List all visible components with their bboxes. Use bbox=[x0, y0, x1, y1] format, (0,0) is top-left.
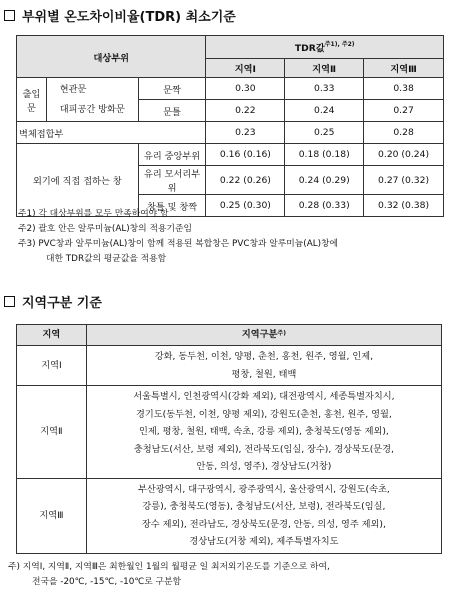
table-row bbox=[17, 478, 442, 553]
entrance-label: 출입문 bbox=[17, 78, 47, 122]
note-1: 주1) 각 대상부위를 모두 만족하여야 함 bbox=[18, 209, 169, 219]
header-region-3: 지역Ⅲ bbox=[364, 59, 444, 78]
glass-edge-value-2: 0.24 (0.29) bbox=[285, 166, 364, 195]
note-region-2: 전국을 -20℃, -15℃, -10℃로 구분함 bbox=[32, 577, 182, 587]
table-row bbox=[17, 144, 444, 166]
region-name: 지역Ⅱ bbox=[17, 386, 87, 479]
note-4: 대한 TDR값의 평균값을 적용함 bbox=[46, 254, 167, 264]
region-cities: 부산광역시, 대구광역시, 광주광역시, 울산광역시, 강원도(속초, 강릉), 충청북도(영동), 충청남도(서산, 보령), 전라북도(임실, 장수 제외), 전라남도, 경상북도(문경, 안동, 의성, 영주 제외), 경상남도(거창 제외), 제주특별자치도 bbox=[86, 478, 441, 553]
glass-edge-value-3: 0.27 (0.32) bbox=[364, 166, 444, 195]
frame-value-3: 0.32 (0.38) bbox=[364, 195, 444, 217]
square-bullet-icon bbox=[4, 10, 15, 21]
door-frame-value-2: 0.33 bbox=[285, 78, 364, 100]
section2-heading bbox=[4, 292, 102, 311]
header-tdr: TDR값$^{주1), 주2)}$ bbox=[206, 36, 444, 59]
square-bullet-icon bbox=[4, 296, 15, 307]
door-frame-value-3: 0.38 bbox=[364, 78, 444, 100]
region-table bbox=[16, 324, 442, 554]
table-row bbox=[17, 346, 442, 386]
glass-edge-label: 유리 모서리부위 bbox=[138, 166, 206, 195]
door-edge-value-3: 0.27 bbox=[364, 100, 444, 122]
wall-joint-value-3: 0.28 bbox=[364, 122, 444, 144]
header-region-1: 지역Ⅰ bbox=[206, 59, 285, 78]
entrance-sub-2: 대피공간 방화문 bbox=[59, 103, 125, 115]
glass-center-value-3: 0.20 (0.24) bbox=[364, 144, 444, 166]
glass-center-value-2: 0.18 (0.18) bbox=[285, 144, 364, 166]
door-frame-label: 문짝 bbox=[138, 78, 206, 100]
table-row bbox=[17, 386, 442, 479]
glass-edge-value-1: 0.22 (0.26) bbox=[206, 166, 285, 195]
table-row bbox=[17, 122, 444, 144]
note-region-1: 주) 지역Ⅰ, 지역Ⅱ, 지역Ⅲ은 최한월인 1월의 월평균 일 최저외기온도를 기준으로 하여, bbox=[8, 562, 330, 572]
wall-joint-value-2: 0.25 bbox=[285, 122, 364, 144]
frame-label: 창틀 및 창짝 bbox=[138, 195, 206, 217]
section1-notes bbox=[18, 207, 338, 267]
region-cities: 강화, 동두천, 이천, 양평, 춘천, 홍천, 원주, 영월, 인제, 평창, 철원, 태백 bbox=[86, 346, 441, 386]
header-region: 지역 bbox=[17, 325, 87, 346]
glass-center-value-1: 0.16 (0.16) bbox=[206, 144, 285, 166]
wall-joint-label: 벽체접합부 bbox=[17, 122, 206, 144]
header-region-2: 지역Ⅱ bbox=[285, 59, 364, 78]
section1-heading bbox=[4, 6, 236, 25]
door-edge-label: 문틀 bbox=[138, 100, 206, 122]
frame-value-1: 0.25 (0.30) bbox=[206, 195, 285, 217]
wall-joint-value-1: 0.23 bbox=[206, 122, 285, 144]
note-2: 주2) 괄호 안은 알루미늄(AL)창의 적용기준임 bbox=[18, 224, 192, 234]
tdr-table bbox=[16, 35, 444, 217]
section2-notes bbox=[8, 560, 330, 590]
door-edge-value-2: 0.24 bbox=[285, 100, 364, 122]
section2-title: 지역구분 기준 bbox=[22, 296, 102, 311]
frame-value-2: 0.28 (0.33) bbox=[285, 195, 364, 217]
header-zone: 지역구분$^{주)}$ bbox=[86, 325, 441, 346]
region-name: 지역Ⅰ bbox=[17, 346, 87, 386]
region-cities: 서울특별시, 인천광역시(강화 제외), 대전광역시, 세종특별자치시, 경기도(동두천, 이천, 양평 제외), 강원도(춘천, 홍천, 원주, 영월, 인제, 평창, 철원, 태백, 속초, 강릉 제외), 충청북도(영동 제외), 충청남도(서산, 보령 제외), 전라북도(임실, 장수), 경상북도(문경, 안동, 의성, 영주), 경상남도(거창) bbox=[86, 386, 441, 479]
entrance-sub-1: 현관문 bbox=[59, 83, 87, 95]
glass-center-label: 유리 중앙부위 bbox=[138, 144, 206, 166]
window-label: 외기에 직접 접하는 창 bbox=[17, 144, 139, 217]
door-frame-value-1: 0.30 bbox=[206, 78, 285, 100]
table-row bbox=[17, 78, 444, 100]
header-target: 대상부위 bbox=[17, 36, 206, 78]
section1-title: 부위별 온도차이비율(TDR) 최소기준 bbox=[22, 10, 236, 25]
region-name: 지역Ⅲ bbox=[17, 478, 87, 553]
door-edge-value-1: 0.22 bbox=[206, 100, 285, 122]
note-3: 주3) PVC창과 알루미늄(AL)창이 함께 적용된 복합창은 PVC창과 알루미늄(AL)창에 bbox=[18, 239, 339, 249]
